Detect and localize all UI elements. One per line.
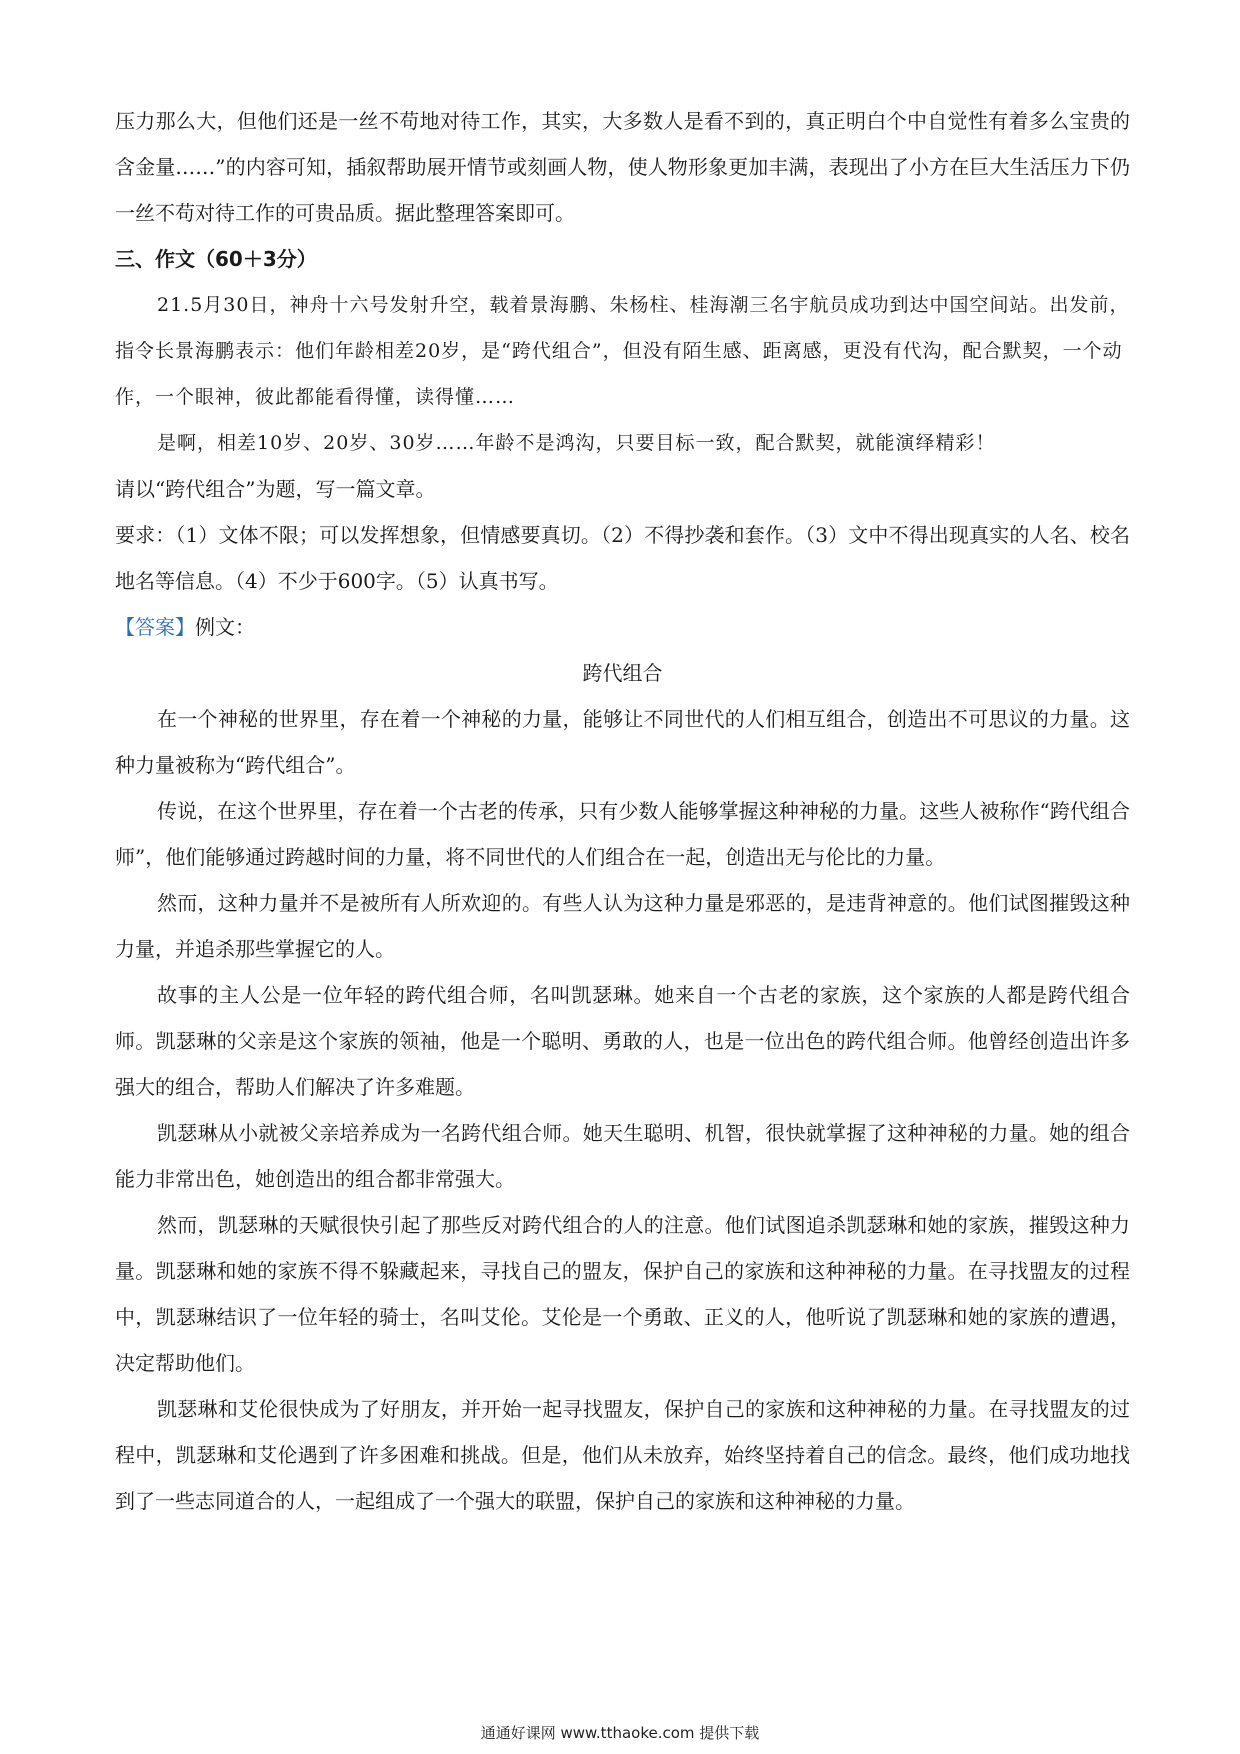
- essay-paragraph: 凯瑟琳和艾伦很快成为了好朋友，并开始一起寻找盟友，保护自己的家族和这种神秘的力量。在寻找盟友的过程中，凯瑟琳和艾伦遇到了许多困难和挑战。但是，他们从未放弃，始终坚持着自己的信念。最终，他们成功地找到了一些志同道合的人，一起组成了一个强大的联盟，保护自己的家族和这种神秘的力量。: [115, 1397, 1130, 1513]
- answer-continuation: 压力那么大，但他们还是一丝不苟地对待工作，其实，大多数人是看不到的，真正明白个中自觉性有着多么宝贵的含金量……”的内容可知，插叙帮助展开情节或刻画人物，使人物形象更加丰满，表现出了小方在巨大生活压力下仍一丝不苟对待工作的可贵品质。据此整理答案即可。: [115, 109, 1130, 225]
- question-instruction: 请以“跨代组合”为题，写一篇文章。: [115, 477, 436, 501]
- question-paragraph-2: 是啊，相差10岁、20岁、30岁……年龄不是鸿沟，只要目标一致，配合默契，就能演绎精彩！: [157, 432, 996, 454]
- document-body: [115, 98, 1130, 1524]
- essay-paragraph: 凯瑟琳从小就被父亲培养成为一名跨代组合师。她天生聪明、机智，很快就掌握了这种神秘的力量。她的组合能力非常出色，她创造出的组合都非常强大。: [115, 1121, 1130, 1191]
- footer-watermark: 通通好课网 www.tthaoke.com 提供下载: [480, 1724, 760, 1742]
- question-requirements: 要求：（1）文体不限；可以发挥想象，但情感要真切。（2）不得抄袭和套作。（3）文中不得出现真实的人名、校名地名等信息。（4）不少于600字。（5）认真书写。: [115, 523, 1130, 593]
- answer-lead-text: 例文：: [195, 615, 255, 639]
- essay-paragraph: 故事的主人公是一位年轻的跨代组合师，名叫凯瑟琳。她来自一个古老的家族，这个家族的人都是跨代组合师。凯瑟琳的父亲是这个家族的领袖，他是一个聪明、勇敢的人，也是一位出色的跨代组合师。他曾经创造出许多强大的组合，帮助人们解决了许多难题。: [115, 983, 1130, 1099]
- answer-tag: 【答案】: [115, 615, 195, 639]
- answer-lead: [115, 604, 1130, 650]
- essay-paragraph: 在一个神秘的世界里，存在着一个神秘的力量，能够让不同世代的人们相互组合，创造出不可思议的力量。这种力量被称为“跨代组合”。: [115, 707, 1130, 777]
- question-paragraph-1: 21.5月30日，神舟十六号发射升空，载着景海鹏、朱杨柱、桂海潮三名宇航员成功到达中国空间站。出发前，指令长景海鹏表示：他们年龄相差20岁，是“跨代组合”，但没有陌生感、距离感，更没有代沟，配合默契，一个动作，一个眼神，彼此都能看得懂，读得懂……: [115, 294, 1130, 408]
- section-heading: 三、作文（60＋3分）: [115, 247, 317, 271]
- essay-title: 跨代组合: [582, 661, 663, 685]
- essay-paragraph: 然而，这种力量并不是被所有人所欢迎的。有些人认为这种力量是邪恶的，是违背神意的。他们试图摧毁这种力量，并追杀那些掌握它的人。: [115, 891, 1130, 961]
- essay-paragraph: 传说，在这个世界里，存在着一个古老的传承，只有少数人能够掌握这种神秘的力量。这些人被称作“跨代组合师”，他们能够通过跨越时间的力量，将不同世代的人们组合在一起，创造出无与伦比的力量。: [115, 799, 1130, 869]
- essay-paragraph: 然而，凯瑟琳的天赋很快引起了那些反对跨代组合的人的注意。他们试图追杀凯瑟琳和她的家族，摧毁这种力量。凯瑟琳和她的家族不得不躲藏起来，寻找自己的盟友，保护自己的家族和这种神秘的力量。在寻找盟友的过程中，凯瑟琳结识了一位年轻的骑士，名叫艾伦。艾伦是一个勇敢、正义的人，他听说了凯瑟琳和她的家族的遭遇，决定帮助他们。: [115, 1213, 1130, 1375]
